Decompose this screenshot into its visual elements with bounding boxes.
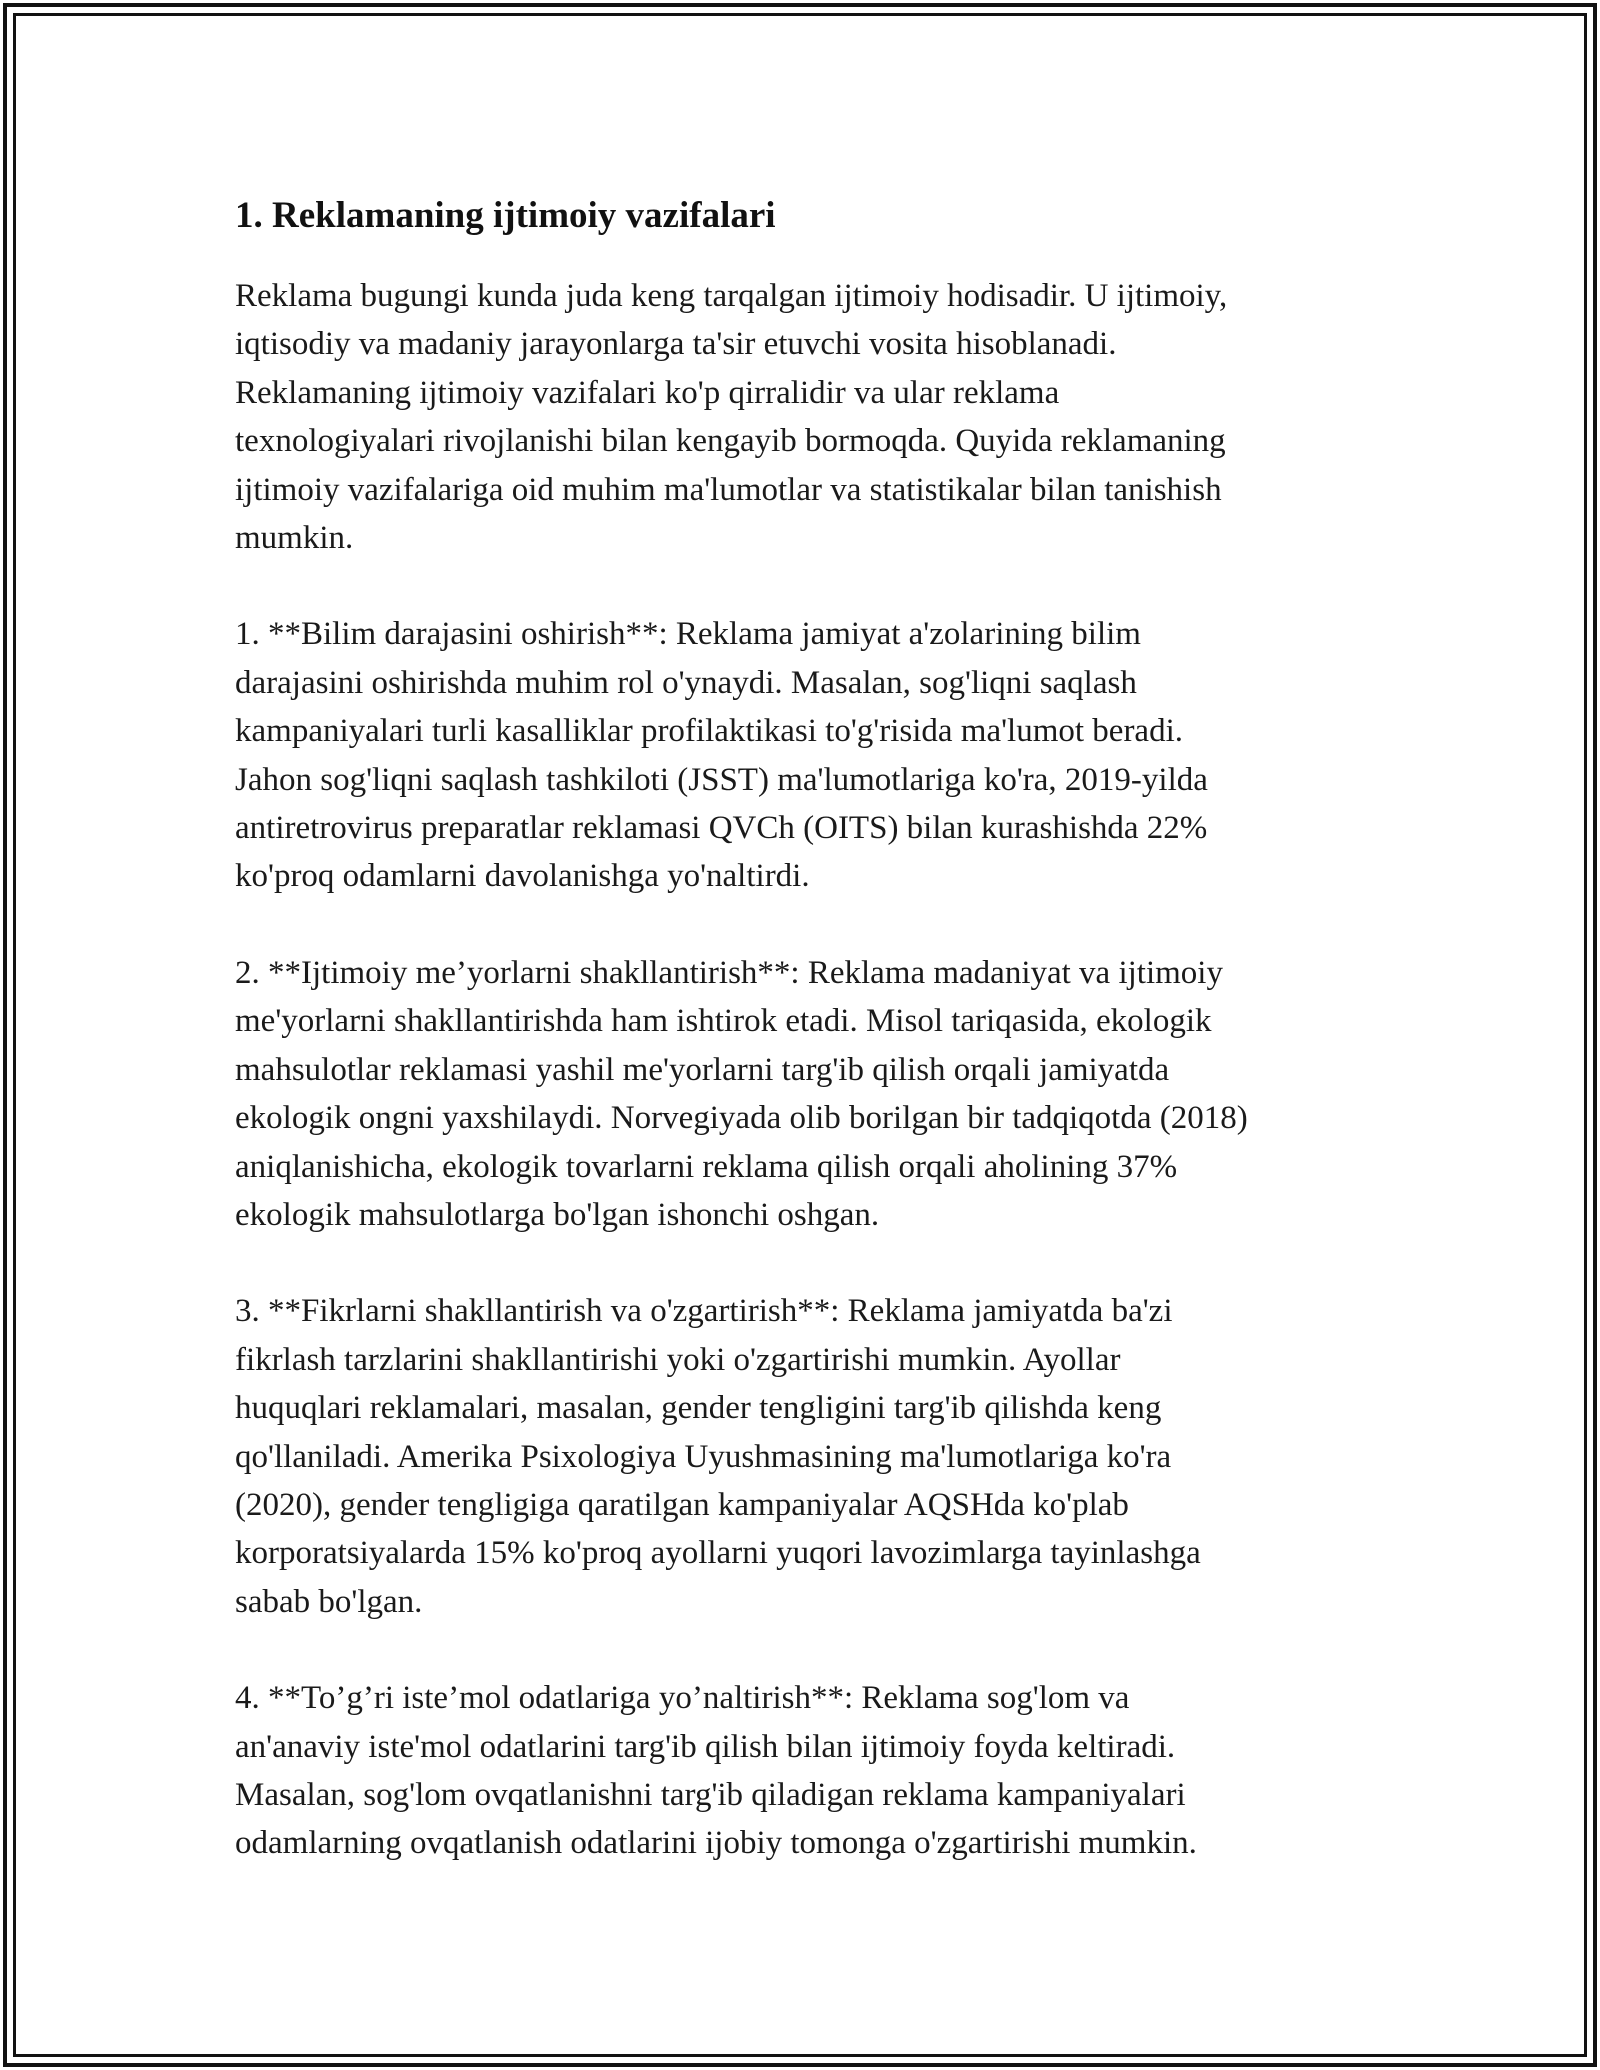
paragraph-consumption-habits: 4. **To’g’ri iste’mol odatlariga yo’naltirish**: Reklama sog'lom va an'anaviy iste'mol odatlarini targ'ib qilish bilan ijtimoiy foyda keltiradi. Masalan, sog'lom ovqatlanishni targ'ib qiladigan reklama kampaniyalari odamlarning ovqatlanish odatlarini ijobiy tomonga o'zgartirishi mumkin. xyxy=(235,1680,1197,1862)
paragraph-shaping-opinions: 3. **Fikrlarni shakllantirish va o'zgartirish**: Reklama jamiyatda ba'zi fikrlash tarzlarini shakllantirishi yoki o'zgartirishi mumkin. Ayollar huquqlari reklamalari, masalan, gender tengligini targ'ib qilishda keng qo'llaniladi. Amerika Psixologiya Uyushmasining ma'lumotlariga ko'ra (2020), gender tengligiga qaratilgan kampaniyalar AQSHda ko'plab korporatsiyalarda 15% ko'proq ayollarni yuqori lavozimlarga tayinlashga sabab bo'lgan. xyxy=(235,1293,1201,1620)
document-body xyxy=(235,188,1375,1916)
intro-paragraph: Reklama bugungi kunda juda keng tarqalgan ijtimoiy hodisadir. U ijtimoiy, iqtisodiy va madaniy jarayonlarga ta'sir etuvchi vosita hisoblanadi. Reklamaning ijtimoiy vazifalari ko'p qirralidir va ular reklama texnologiyalari rivojlanishi bilan kengayib bormoqda. Quyida reklamaning ijtimoiy vazifalariga oid muhim ma'lumotlar va statistikalar bilan tanishish mumkin. xyxy=(235,278,1228,557)
paragraph-knowledge-level: 1. **Bilim darajasini oshirish**: Reklama jamiyat a'zolarining bilim darajasini oshirishda muhim rol o'ynaydi. Masalan, sog'liqni saqlash kampaniyalari turli kasalliklar profilaktikasi to'g'risida ma'lumot beradi. Jahon sog'liqni saqlash tashkiloti (JSST) ma'lumotlariga ko'ra, 2019-yilda antiretrovirus preparatlar reklamasi QVCh (OITS) bilan kurashishda 22% ko'proq odamlarni davolanishga yo'naltirdi. xyxy=(235,616,1208,895)
paragraph-social-norms: 2. **Ijtimoiy me’yorlarni shakllantirish**: Reklama madaniyat va ijtimoiy me'yorlarni shakllantirishda ham ishtirok etadi. Misol tariqasida, ekologik mahsulotlar reklamasi yashil me'yorlarni targ'ib qilish orqali jamiyatda ekologik ongni yaxshilaydi. Norvegiyada olib borilgan bir tadqiqotda (2018) aniqlanishicha, ekologik tovarlarni reklama qilish orqali aholining 37% ekologik mahsulotlarga bo'lgan ishonchi oshgan. xyxy=(235,954,1248,1233)
document-title: 1. Reklamaning ijtimoiy vazifalari xyxy=(235,195,776,236)
